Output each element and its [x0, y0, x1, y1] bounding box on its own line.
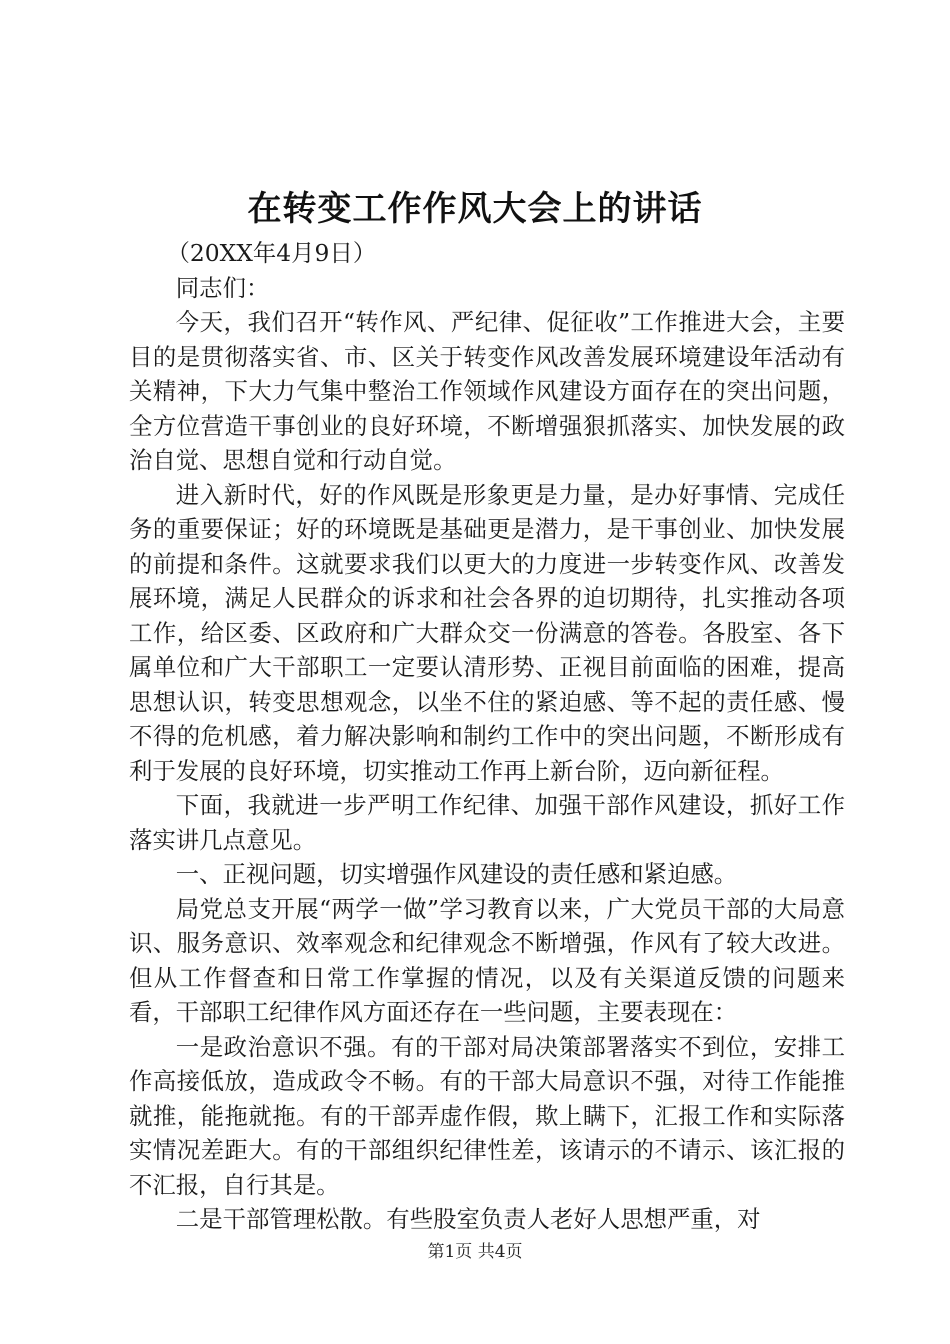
document-body: [129, 236, 845, 1237]
paragraph: 下面，我就进一步严明工作纪律、加强干部作风建设，抓好工作落实讲几点意见。: [129, 791, 845, 854]
page-number: 第1页 共4页: [427, 1242, 523, 1262]
paragraph: 二是干部管理松散。有些股室负责人老好人思想严重，对: [175, 1205, 761, 1233]
document-title: 在转变工作作风大会上的讲话: [247, 189, 703, 229]
paragraph: 进入新时代，好的作风既是形象更是力量，是办好事情、完成任务的重要保证；好的环境既是基础更是潜力，是干事创业、加快发展的前提和条件。这就要求我们以更大的力度进一步转变作风、改善发展环境，满足人民群众的诉求和社会各界的迫切期待，扎实推动各项工作，给区委、区政府和广大群众交一份满意的答卷。各股室、各下属单位和广大干部职工一定要认清形势、正视目前面临的困难，提高思想认识，转变思想观念，以坐不住的紧迫感、等不起的责任感、慢不得的危机感，着力解决影响和制约工作中的突出问题，不断形成有利于发展的良好环境，切实推动工作再上新台阶，迈向新征程。: [129, 480, 845, 785]
salutation: 同志们：: [175, 273, 270, 302]
date-line: （20XX年4月9日）: [166, 239, 377, 267]
paragraph: 今天，我们召开“转作风、严纪律、促征收”工作推进大会，主要目的是贯彻落实省、市、区关于转变作风改善发展环境建设年活动有关精神，下大力气集中整治工作领域作风建设方面存在的突出问题，全方位营造干事创业的良好环境，不断增强狠抓落实、加快发展的政治自觉、思想自觉和行动自觉。: [129, 308, 845, 474]
paragraph: 局党总支开展“两学一做”学习教育以来，广大党员干部的大局意识、服务意识、效率观念和纪律观念不断增强，作风有了较大改进。但从工作督查和日常工作掌握的情况，以及有关渠道反馈的问题来看，干部职工纪律作风方面还存在一些问题，主要表现在：: [129, 894, 845, 1026]
paragraph: 一是政治意识不强。有的干部对局决策部署落实不到位，安排工作高接低放，造成政令不畅。有的干部大局意识不强，对待工作能推就推，能拖就拖。有的干部弄虚作假，欺上瞒下，汇报工作和实际落实情况差距大。有的干部组织纪律性差，该请示的不请示、该汇报的不汇报，自行其是。: [129, 1032, 845, 1199]
section-heading: 一、正视问题，切实增强作风建设的责任感和紧迫感。: [175, 860, 738, 888]
